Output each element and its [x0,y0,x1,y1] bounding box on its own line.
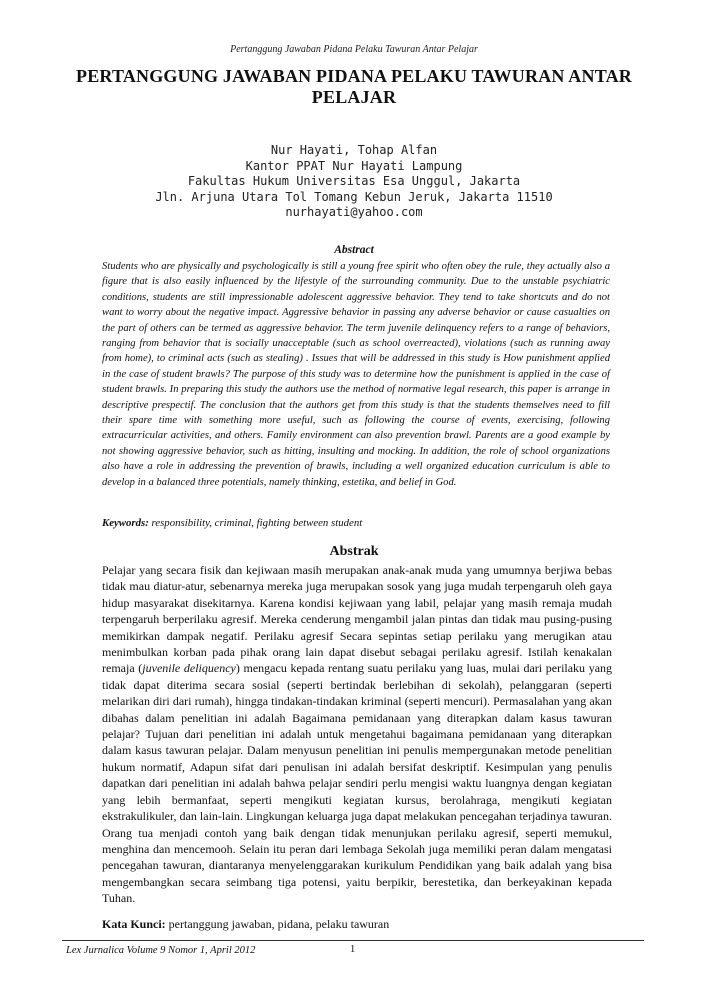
keywords-id-values: pertanggung jawaban, pidana, pelaku tawuran [168,917,390,931]
page-number: 1 [350,944,356,955]
abstract-en-heading: Abstract [334,244,374,256]
author-email: nurhayati@yahoo.com [285,205,423,219]
abstract-id-text-2: ) mengacu kepada rentang suatu perilaku yang luas, mulai dari perilaku yang tidak dapat diterima secara sosial (seperti bertindak berlebihan di sekolah), pelanggaran (seperti melarikan diri dari rumah), hingga tindakan-tindakan kriminal (seperti mencuri). Permasalahan yang akan dibahas dalam penelitian ini adalah Bagaimana pemidanaan yang diterapkan dalam kasus tawuran pelajar? Tujuan dari penelitian ini adalah untuk mengetahui bagaimana pemidanaan yang diterapkan dalam kasus tawuran pelajar. Dalam menyusun penelitian ini penulis mempergunakan metode penelitian hukum normatif, Adapun sifat dari penulisan ini adalah bersifat deskriptif. Kesimpulan yang penulis dapatkan dari penelitian ini adalah bahwa pelajar sendiri perlu mengisi waktu luangnya dengan kegiatan yang lebih bermanfaat, seperti mengikuti kegiatan kursus, berolahraga, mengikuti kegiatan ekstrakulikuler, dan lain-lain. Lingkungan keluarga juga dapat melakukan pencegahan terjadinya tawuran. Orang tua menjadi contoh yang baik dengan tidak menunjukan perilaku agresif, seperti memukul, menghina dan mencemooh. Selain itu peran dari lembaga Sekolah juga memiliki peran dalam mengatasi pencegahan tawuran, diantaranya menyelenggarakan kurikulum Pendidikan yang baik adalah yang bisa mengembangkan secara seimbang tiga potensi, yaitu berpikir, berestetika, dan berkeyakinan kepada Tuhan. [102,661,613,906]
abstract-id-italic-term: juvenile deliquency [142,661,236,676]
author-names: Nur Hayati, Tohap Alfan [270,143,438,157]
keywords-id-label: Kata Kunci: [102,917,166,931]
author-address: Jln. Arjuna Utara Tol Tomang Kebun Jeruk, Jakarta 11510 [155,189,553,204]
keywords-en [102,517,610,529]
keywords-en-values: responsibility, criminal, fighting between student [151,517,363,529]
abstract-id-text-1: Pelajar yang secara fisik dan kejiwaan masih merupakan anak-anak muda yang umumnya berjiwa bebas tidak mau diatur-atur, sebenarnya mereka juga merupakan sosok yang juga mudah terpengaruh oleh gaya hidup masyarakat disekitarnya. Karena kondisi kejiwaan yang labil, pelajar yang masih remaja mudah terpengaruh berperilaku agresif. Mereka cenderung mengambil jalan pintas dan tidak mau pusing-pusing memikirkan dampak negatif. Perilaku agresif Secara sepintas setiap perilaku yang merugikan atau menimbulkan korban pada pihak orang lain dapat disebut sebagai perilaku agresif. Istilah kenakalan remaja ( [102,563,612,676]
paper-title: PERTANGGUNG JAWABAN PIDANA PELAKU TAWURAN ANTAR PELAJAR [76,66,632,107]
author-affiliation-1: Kantor PPAT Nur Hayati Lampung [245,158,463,173]
footer-divider [62,940,644,941]
footer-journal: Lex Jurnalica Volume 9 Nomor 1, April 2012 [66,945,256,956]
author-affiliation-2: Fakultas Hukum Universitas Esa Unggul, Jakarta [187,174,521,188]
abstract-id-body [102,562,612,907]
abstract-id-heading: Abstrak [329,544,379,559]
keywords-en-label: Keywords: [102,517,149,529]
abstract-en-body: Students who are physically and psychologically is still a young free spirit who often obey the rule, they actually also a figure that is also easily influenced by the lifestyle of the surrounding community. Due to the unstable psychiatric conditions, students are still impressionable adolescent aggressive behavior. They tend to take shortcuts and do not want to worry about the negative impact. Aggressive behavior in passing any adverse behavior or cause casualties on the part of others can be termed as aggressive behavior. The term juvenile delinquency refers to a range of behaviors, ranging from behavior that is socially unacceptable (such as school overreacted), violations (such as running away from home), to criminal acts (such as stealing) . Issues that will be addressed in this study is How punishment applied in the case of student brawls? The purpose of this study was to determine how the punishment is applied in the case of student brawls. In preparing this study the authors use the method of normative legal research, this paper is arrange in descriptive prespectif. The conclusion that the authors get from this study is that the students themselves need to fill their spare time with something more useful, such as following the course of events, exercising, following extracurricular activities, and others. Family environment can also prevention brawl. Parents are a good example by not showing aggressive behavior, such as hitting, insulting and mocking. In addition, the role of school organizations also have a role in addressing the prevention of brawls, including a well organized education curriculum is able to develop in a balanced three potentials, namely thinking, estetika, and belief in God. [102,261,610,488]
author-block [60,143,648,221]
keywords-id [102,917,612,932]
running-head: Pertanggung Jawaban Pidana Pelaku Tawuran Antar Pelajar [230,44,478,55]
